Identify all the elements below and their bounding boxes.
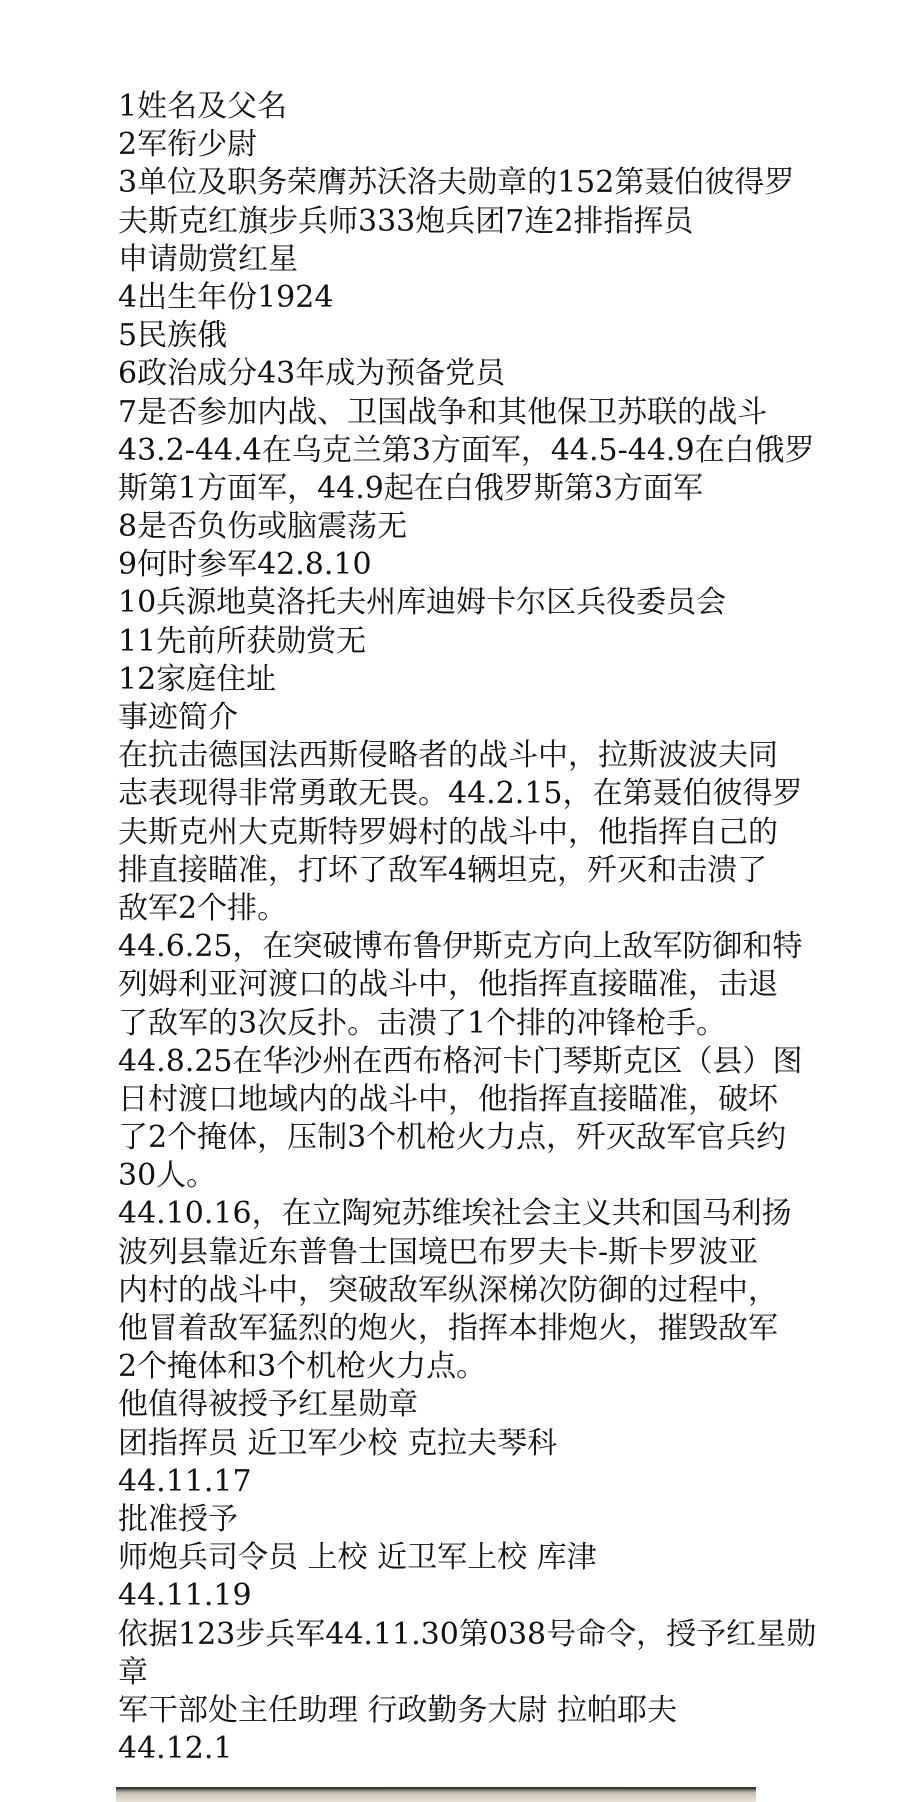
date-corps: 44.12.1 xyxy=(118,1731,233,1767)
recommendation-text: 他值得被授予红星勋章 xyxy=(118,1387,418,1423)
deeds-line: 内村的战斗中，突破敌军纵深梯次防御的过程中， xyxy=(118,1272,778,1308)
section-heading-deeds: 事迹简介 xyxy=(118,700,238,735)
field-draft-office: 10兵源地莫洛托夫州库迪姆卡尔区兵役委员会 xyxy=(118,585,727,621)
deeds-line: 30人。 xyxy=(118,1158,217,1194)
deeds-line: 排直接瞄准，打坏了敌军4辆坦克，歼灭和击溃了 xyxy=(118,852,768,888)
deeds-line: 了2个掩体，压制3个机枪火力点，歼灭敌军官兵约 xyxy=(118,1120,787,1156)
deeds-line: 了敌军的3次反扑。击溃了1个排的冲锋枪手。 xyxy=(118,1005,727,1041)
field-prior-awards: 11先前所获勋赏无 xyxy=(118,623,367,659)
signature-regiment-commander: 团指挥员 近卫军少校 克拉夫琴科 xyxy=(118,1425,558,1461)
deeds-line: 他冒着敌军猛烈的炮火，指挥本排炮火，摧毁敌军 xyxy=(118,1311,778,1346)
date-division: 44.11.19 xyxy=(118,1578,252,1614)
field-unit-line-1: 3单位及职务荣膺苏沃洛夫勋章的152第聂伯彼得罗 xyxy=(118,165,795,201)
deeds-line: 志表现得非常勇敢无畏。44.2.15，在第聂伯彼得罗 xyxy=(118,776,803,812)
deeds-line: 44.8.25在华沙州在西布格河卡门琴斯克区（县）图 xyxy=(118,1043,803,1079)
field-unit-line-2: 夫斯克红旗步兵师333炮兵团7连2排指挥员 xyxy=(118,203,694,239)
field-wars-detail-2: 斯第1方面军，44.9起在白俄罗斯第3方面军 xyxy=(118,470,703,506)
field-birth-year: 4出生年份1924 xyxy=(118,279,334,315)
field-wars-detail-1: 43.2-44.4在乌克兰第3方面军，44.5-44.9在白俄罗 xyxy=(118,432,815,468)
field-address: 12家庭住址 xyxy=(118,661,277,697)
deeds-line: 夫斯克州大克斯特罗姆村的战斗中，他指挥自己的 xyxy=(118,814,778,850)
field-enlisted: 9何时参军42.8.10 xyxy=(118,547,372,583)
date-regiment: 44.11.17 xyxy=(118,1463,252,1499)
field-wars: 7是否参加内战、卫国战争和其他保卫苏联的战斗 xyxy=(118,394,768,430)
field-name: 1姓名及父名 xyxy=(118,89,288,124)
deeds-line: 44.6.25，在突破博布鲁伊斯克方向上敌军防御和特 xyxy=(118,929,803,965)
deeds-line: 在抗击德国法西斯侵略者的战斗中，拉斯波波夫同 xyxy=(118,738,778,774)
deeds-line: 44.10.16，在立陶宛苏维埃社会主义共和国马利扬 xyxy=(118,1196,792,1232)
deeds-line: 2个掩体和3个机枪火力点。 xyxy=(118,1349,487,1385)
order-line-2: 章 xyxy=(118,1654,148,1690)
deeds-line: 敌军2个排。 xyxy=(118,890,288,926)
approval-text: 批准授予 xyxy=(118,1501,238,1537)
deeds-line: 日村渡口地域内的战斗中，他指挥直接瞄准，破坏 xyxy=(118,1081,778,1117)
signature-personnel-officer: 军干部处主任助理 行政勤务大尉 拉帕耶夫 xyxy=(118,1692,678,1728)
field-party: 6政治成分43年成为预备党员 xyxy=(118,356,506,392)
field-rank: 2军衔少尉 xyxy=(118,127,258,163)
field-wounds: 8是否负伤或脑震荡无 xyxy=(118,509,408,545)
signature-artillery-commander: 师炮兵司令员 上校 近卫军上校 库津 xyxy=(118,1540,597,1576)
document-body xyxy=(118,88,818,1768)
deeds-line: 波列县靠近东普鲁士国境巴布罗夫卡-斯卡罗波亚 xyxy=(118,1234,759,1270)
field-nationality: 5民族俄 xyxy=(118,318,228,354)
deeds-line: 列姆利亚河渡口的战斗中，他指挥直接瞄准，击退 xyxy=(118,967,778,1003)
award-request: 申请勋赏红星 xyxy=(118,241,298,277)
order-line-1: 依据123步兵军44.11.30第038号命令，授予红星勋 xyxy=(118,1616,817,1652)
